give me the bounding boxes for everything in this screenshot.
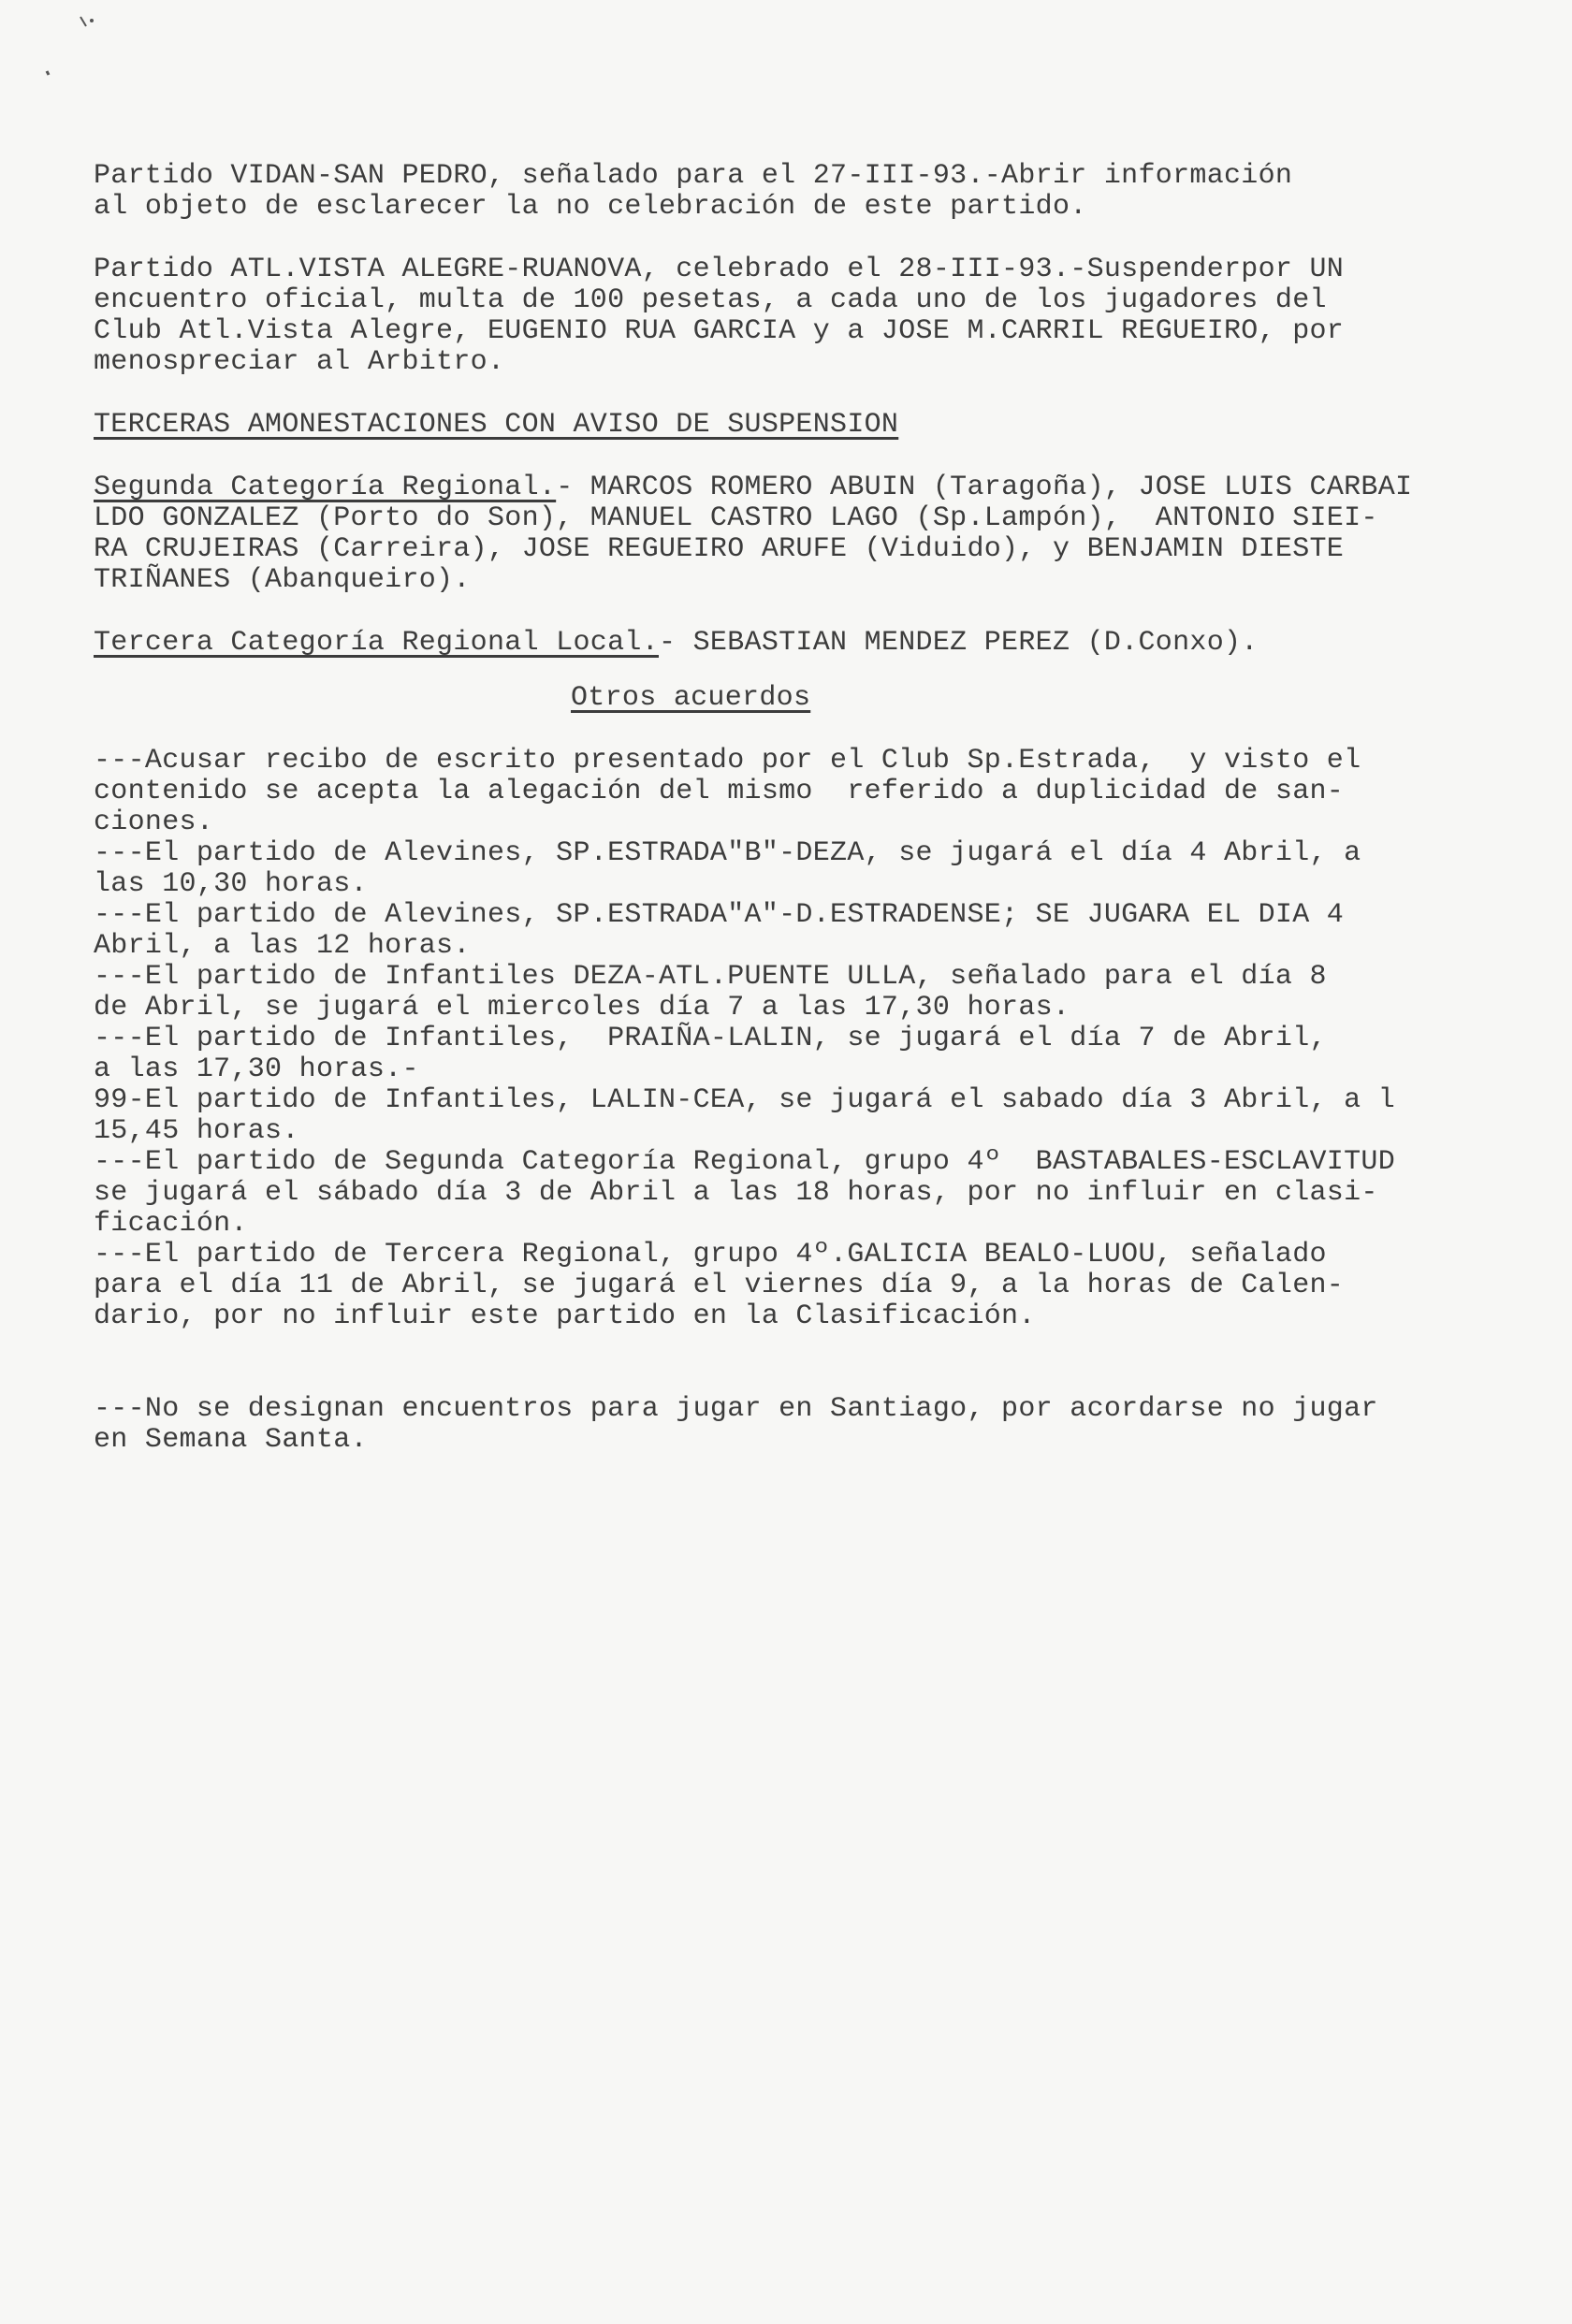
tercera-rest: - SEBASTIAN MENDEZ PEREZ (D.Conxo). (659, 627, 1259, 659)
para-atl-vista-line-3: Club Atl.Vista Alegre, EUGENIO RUA GARCIA y a JOSE M.CARRIL REGUEIRO, por (94, 315, 1345, 347)
acuerdo-line: Abril, a las 12 horas. (94, 930, 471, 962)
acuerdo-line: ---El partido de Tercera Regional, grupo 4º.GALICIA BEALO-LUOU, señalado (94, 1239, 1327, 1271)
tercera-categoria-label: Tercera Categoría Regional Local. (94, 627, 659, 659)
para-atl-vista-line-1: Partido ATL.VISTA ALEGRE-RUANOVA, celebrado el 28-III-93.-Suspenderpor UN (94, 254, 1345, 285)
acuerdo-line: ficación. (94, 1208, 248, 1240)
acuerdo-line: las 10,30 horas. (94, 868, 368, 900)
segunda-line-1-rest: - MARCOS ROMERO ABUIN (Taragoña), JOSE LUIS CARBAI (556, 472, 1413, 503)
margin-pen-marks (37, 6, 112, 80)
closing-line-1: ---No se designan encuentros para jugar en Santiago, por acordarse no jugar (94, 1393, 1378, 1425)
acuerdo-line: contenido se acepta la alegación del mismo referido a duplicidad de san- (94, 776, 1345, 807)
acuerdo-line: ---Acusar recibo de escrito presentado por el Club Sp.Estrada, y visto el (94, 745, 1361, 777)
segunda-line-2: LDO GONZALEZ (Porto do Son), MANUEL CASTRO LAGO (Sp.Lampón), ANTONIO SIEI- (94, 502, 1378, 534)
acuerdo-line: ---El partido de Infantiles DEZA-ATL.PUENTE ULLA, señalado para el día 8 (94, 961, 1327, 993)
acuerdo-line: 15,45 horas. (94, 1115, 299, 1147)
acuerdo-line: ---El partido de Segunda Categoría Regional, grupo 4º BASTABALES-ESCLAVITUD (94, 1146, 1396, 1178)
para-vidan-line-2: al objeto de esclarecer la no celebración de este partido. (94, 191, 1087, 223)
acuerdo-line: a las 17,30 horas.- (94, 1053, 419, 1085)
closing-line-2: en Semana Santa. (94, 1424, 368, 1456)
tercera-line (94, 628, 1553, 659)
acuerdo-line: ---El partido de Alevines, SP.ESTRADA"A"-D.ESTRADENSE; SE JUGARA EL DIA 4 (94, 899, 1345, 931)
acuerdo-line: ciones. (94, 806, 214, 838)
acuerdo-line: dario, por no influir este partido en la Clasificación. (94, 1300, 1036, 1332)
heading-otros-acuerdos: Otros acuerdos (571, 682, 811, 714)
acuerdo-line: 99-El partido de Infantiles, LALIN-CEA, se jugará el sabado día 3 Abril, a l (94, 1084, 1396, 1116)
segunda-line-3: RA CRUJEIRAS (Carreira), JOSE REGUEIRO ARUFE (Viduido), y BENJAMIN DIESTE (94, 533, 1345, 565)
acuerdo-line: para el día 11 de Abril, se jugará el viernes día 9, a la horas de Calen- (94, 1270, 1345, 1301)
para-atl-vista-line-2: encuentro oficial, multa de 100 pesetas, a cada uno de los jugadores del (94, 284, 1327, 316)
segunda-line-4: TRIÑANES (Abanqueiro). (94, 564, 471, 596)
para-atl-vista-line-4: menospreciar al Arbitro. (94, 346, 505, 378)
acuerdo-line: de Abril, se jugará el miercoles día 7 a las 17,30 horas. (94, 992, 1070, 1024)
para-vidan-line-1: Partido VIDAN-SAN PEDRO, señalado para el 27-III-93.-Abrir información (94, 160, 1293, 192)
acuerdo-line: ---El partido de Alevines, SP.ESTRADA"B"-DEZA, se jugará el día 4 Abril, a (94, 837, 1361, 869)
heading-terceras-amonestaciones: TERCERAS AMONESTACIONES CON AVISO DE SUSPENSION (94, 409, 899, 441)
segunda-categoria-label: Segunda Categoría Regional. (94, 472, 557, 503)
typed-text (94, 161, 1553, 1456)
acuerdo-line: se jugará el sábado día 3 de Abril a las 18 horas, por no influir en clasi- (94, 1177, 1378, 1209)
acuerdo-line: ---El partido de Infantiles, PRAIÑA-LALIN, se jugará el día 7 de Abril, (94, 1023, 1327, 1054)
segunda-line-1 (94, 472, 1553, 503)
